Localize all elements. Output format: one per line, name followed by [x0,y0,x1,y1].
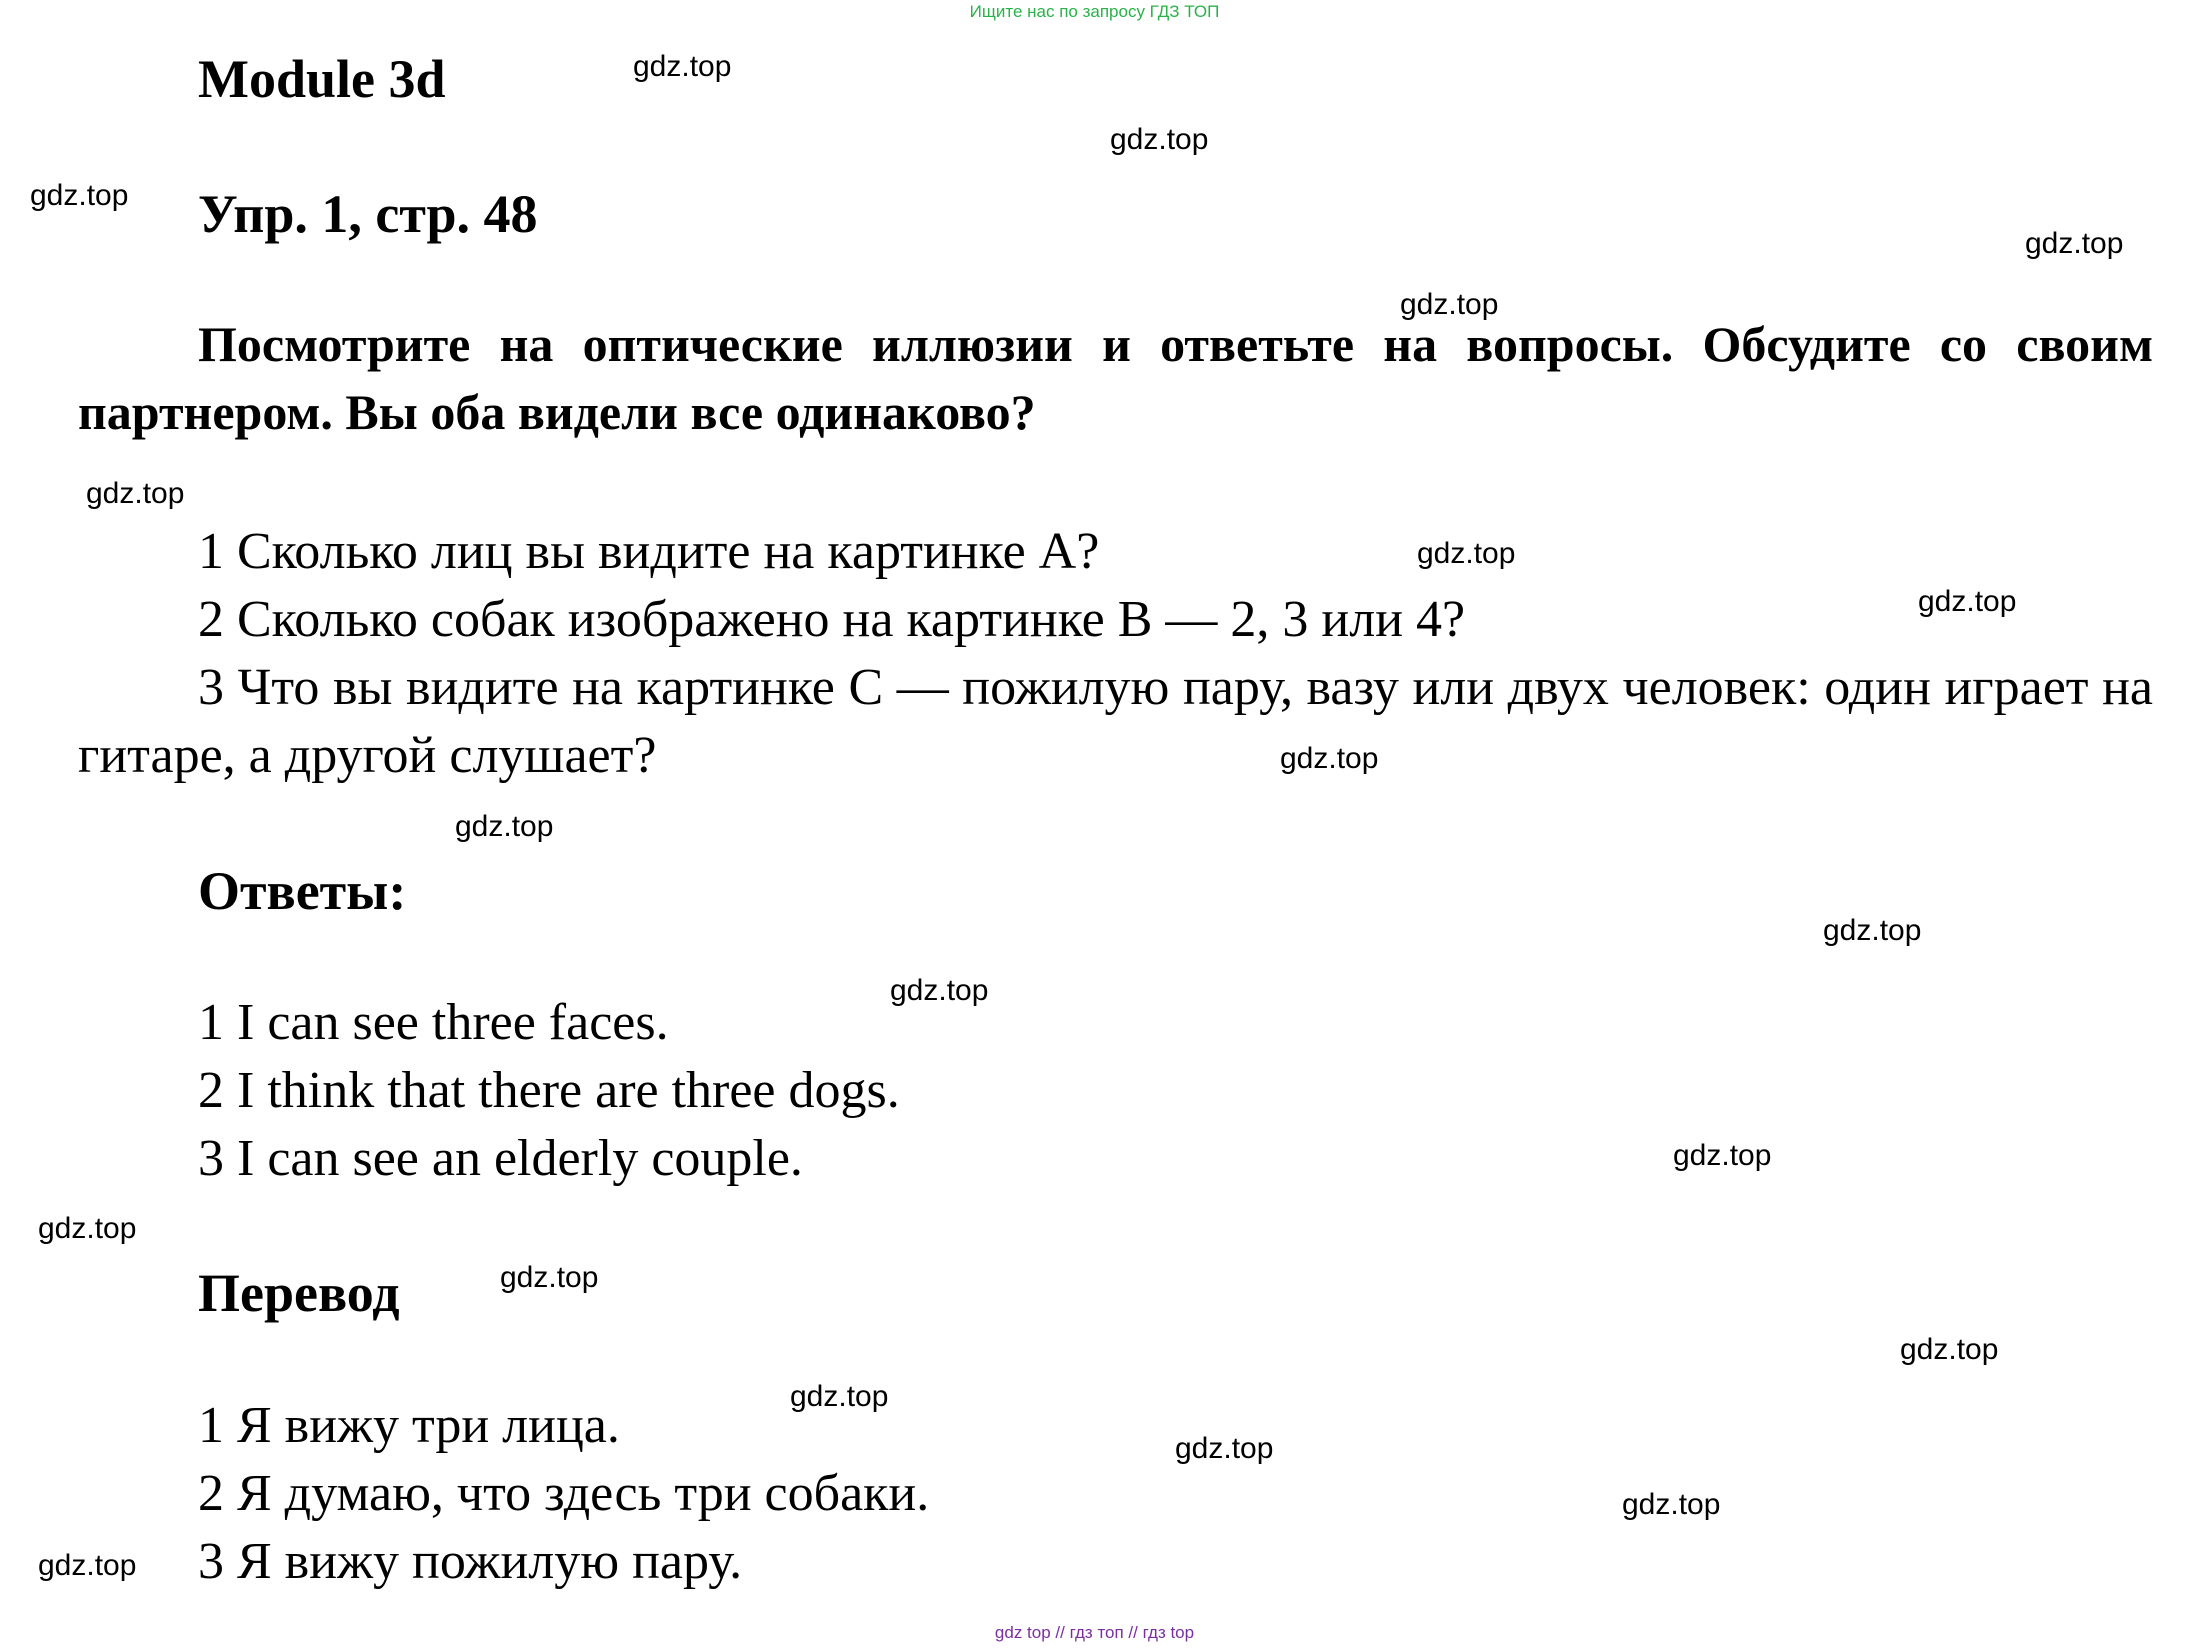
watermark: gdz.top [500,1261,599,1294]
watermark: gdz.top [1823,914,1922,947]
watermark: gdz.top [30,179,129,212]
watermark: gdz.top [1900,1333,1999,1366]
answer-1: 1 I can see three faces. [198,994,669,1051]
watermark: gdz.top [890,974,989,1007]
translation-title: Перевод [198,1263,400,1323]
watermark: gdz.top [455,810,554,843]
translation-2: 2 Я думаю, что здесь три собаки. [198,1465,930,1522]
watermark: gdz.top [86,477,185,510]
bottom-site-note: gdz top // гдз топ // гдз top [994,1623,1195,1642]
watermark: gdz.top [1400,288,1499,321]
watermark: gdz.top [1673,1139,1772,1172]
watermark: gdz.top [1918,585,2017,618]
module-title: Module 3d [198,49,446,109]
exercise-title: Упр. 1, стр. 48 [198,184,538,244]
watermark: gdz.top [1622,1488,1721,1521]
top-search-note: Ищите нас по запросу ГДЗ ТОП [969,2,1220,21]
task-instructions: Посмотрите на оптические иллюзии и ответьте на вопросы. Обсудите со своим партнером. Вы оба видели все одинаково? [78,316,2153,440]
watermark: gdz.top [1280,742,1379,775]
translation-3: 3 Я вижу пожилую пару. [198,1533,743,1590]
watermark: gdz.top [1417,537,1516,570]
question-1: 1 Сколько лиц вы видите на картинке А? [198,523,1100,580]
watermark: gdz.top [2025,227,2124,260]
watermark: gdz.top [790,1380,889,1413]
translation-1: 1 Я вижу три лица. [198,1397,620,1454]
answer-3: 3 I can see an elderly couple. [198,1130,803,1187]
watermark: gdz.top [38,1549,137,1582]
watermark: gdz.top [1110,123,1209,156]
answer-2: 2 I think that there are three dogs. [198,1062,900,1119]
watermark: gdz.top [38,1212,137,1245]
watermark: gdz.top [633,50,732,83]
watermark: gdz.top [1175,1432,1274,1465]
answers-title: Ответы: [198,861,407,921]
question-3: 3 Что вы видите на картинке С — пожилую пару, вазу или двух человек: один играет на гитаре, а другой слушает? [78,659,2153,784]
question-2: 2 Сколько собак изображено на картинке В — 2, 3 или 4? [198,591,1466,648]
